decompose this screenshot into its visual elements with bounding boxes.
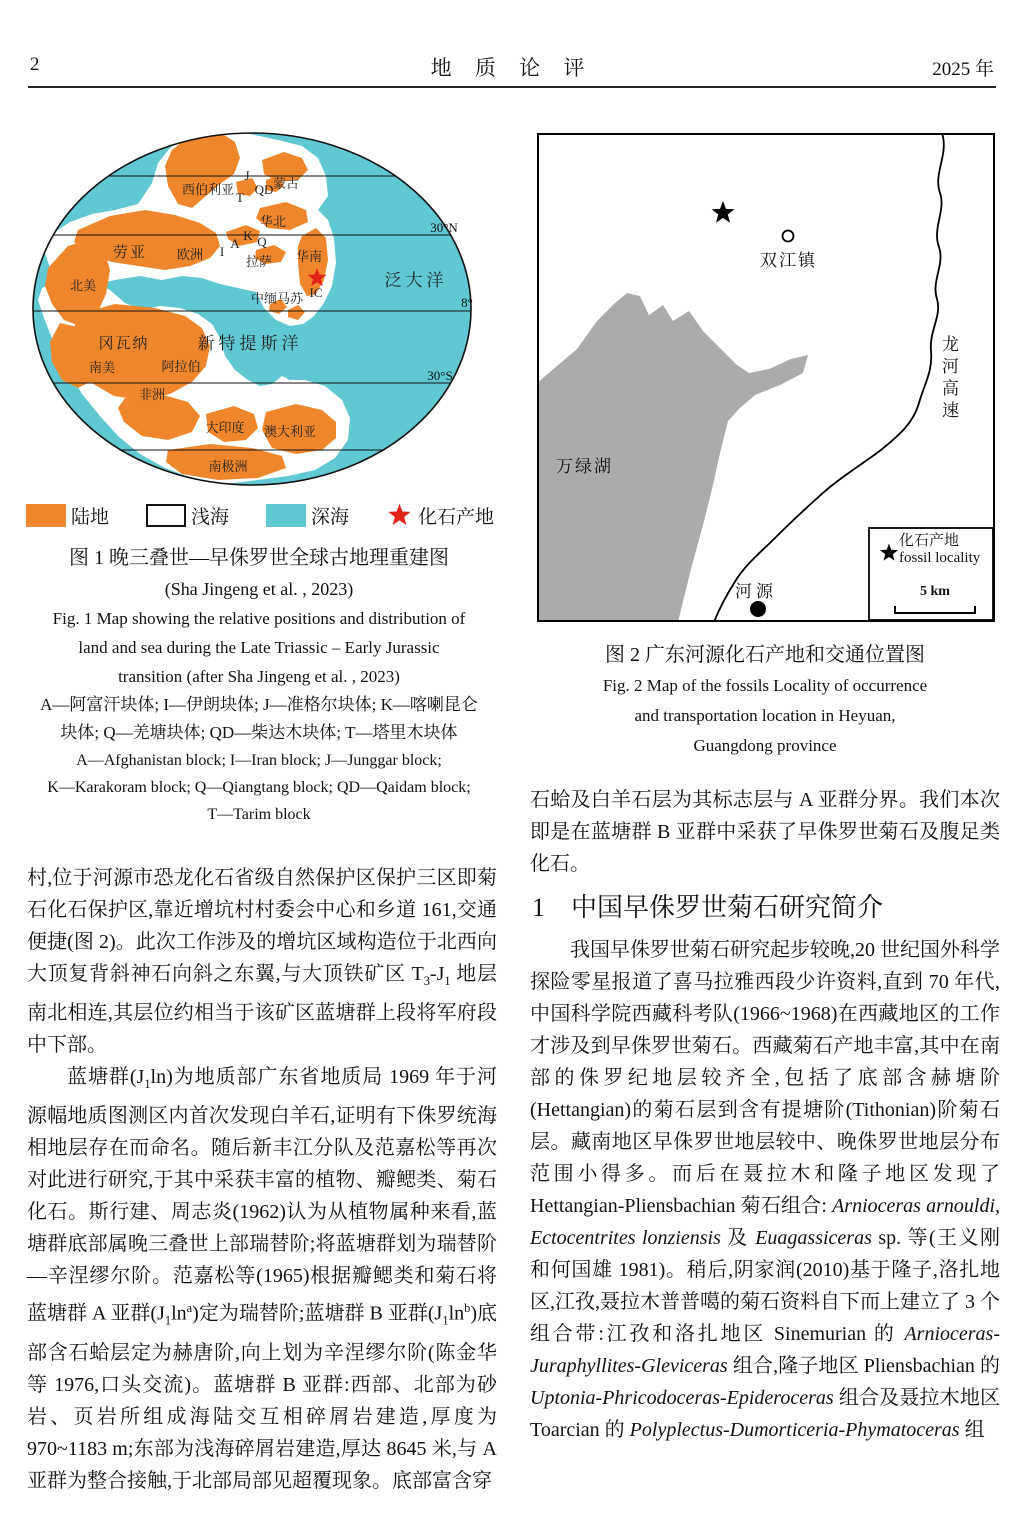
fig2-legend-cn: 化石产地: [899, 533, 960, 549]
fig2-caption-en-3: Guangdong province: [693, 736, 837, 755]
fossil-star-icon: [712, 201, 735, 223]
fig1-note-en-2: K—Karakoram block; Q—Qiangtang block; QD—Qaidam block;: [47, 779, 471, 796]
legend-item-fossil: [386, 502, 494, 529]
legend-label-deep: 深海: [310, 507, 349, 528]
map-label-south-china: 华南: [295, 249, 323, 264]
deep-sea-swatch: [266, 504, 306, 527]
fig1-caption-en-3: transition (after Sha Jingeng et al. , 2023): [118, 667, 400, 686]
land-swatch: [26, 504, 66, 527]
body-paragraph: 石蛤及白羊石层为其标志层与 A 亚群分界。我们本次即是在蓝塘群 B 亚群中采获了早侏罗世菊石及腹足类化石。: [530, 789, 1000, 875]
section-number: 1: [532, 893, 545, 922]
body-paragraph: 我国早侏罗世菊石研究起步较晚,20 世纪国外科学探险零星报道了喜马拉雅西段少许资料,直到 70 年代,中国科学院西藏科考队(1966~1968)在西藏地区的工作才涉及到早侏罗世菊石。西藏菊石产地丰富,其中在南部的侏罗纪地层较齐全,包括了底部含赫塘阶(Hettangian)的菊石层到含有提塘阶(Tithonian)阶菊石层。藏南地区早侏罗世地层较中、晚侏罗世地层分布范围小得多。而后在聂拉木和隆子地区发现了 Hettangian-Pliensbachian 菊石组合: Arnioceras arnouldi, Ectocentrites lonziensis 及 Euagassiceras sp. 等(王义刚和何国雄 1981)。稍后,阴家润(2010)基于隆子,洛扎地区,江孜,聂拉木普普噶的菊石资料自下而上建立了 3 个组合带:江孜和洛扎地区 Sinemurian 的 Arnioceras-Juraphyllites-Gleviceras 组合,隆子地区 Pliensbachian 的 Uptonia-Phricodoceras-Epideroceras 组合及聂拉木地区 Toarcian 的 Polyplectus-Dumorticeria-Phymatoceras 组: [530, 939, 1001, 1441]
body-paragraph: 村,位于河源市恐龙化石省级自然保护区保护三区即菊石化石保护区,靠近增坑村村委会中心和乡道 161,交通便捷(图 2)。此次工作涉及的增坑区域构造位于北西向大顶复背斜神石向斜之东翼,与大顶铁矿区 $T_3-J_1$ 地层南北相连,其层位约相当于该矿区蓝塘群上段将军府段中下部。: [27, 867, 498, 1056]
map-label-australia: 澳大利亚: [263, 424, 317, 439]
figure1-map: [20, 118, 485, 500]
map-label-south-america: 南美: [88, 360, 116, 375]
scale-label: 5 km: [920, 584, 950, 599]
fig1-note-en-1: A—Afghanistan block; I—Iran block; J—Junggar block;: [76, 752, 442, 769]
map-label-siberia: 西伯利亚: [181, 182, 235, 197]
town-marker: [783, 231, 794, 242]
shallow-sea-swatch: [146, 504, 186, 527]
map-label-myanmar: 中缅马苏: [250, 291, 304, 306]
map-label-lhasa: 拉萨: [245, 254, 273, 269]
section-title: 中国早侏罗世菊石研究简介: [571, 893, 884, 922]
fig2-caption-en-1: Fig. 2 Map of the fossils Locality of occurrence: [602, 676, 928, 695]
latitude-label-30s: 30°S: [427, 368, 453, 383]
fig1-note-en-3: T—Tarim block: [207, 806, 311, 823]
left-text-column: [27, 862, 497, 1497]
map-label-panthalassa: 泛大洋: [384, 271, 448, 290]
map-label-antarctica: 南极洲: [208, 459, 248, 474]
map-label-europe: 欧洲: [176, 247, 204, 262]
fig2-caption-en-2: and transportation location in Heyuan,: [634, 706, 896, 725]
header-rule: [28, 86, 996, 88]
legend-label-land: 陆地: [71, 507, 110, 528]
map-label-ic: IC: [309, 285, 323, 300]
figure2-legend-text: [899, 533, 980, 567]
right-text-column: [530, 784, 1000, 1446]
figure2-caption: [530, 640, 1000, 761]
map-label-mongolia: 蒙古: [272, 176, 300, 191]
figure1-legend: [26, 502, 494, 529]
fig2-legend-en: fossil locality: [899, 550, 981, 566]
map-label-greater-india: 大印度: [205, 420, 245, 435]
map-label-i: I: [219, 244, 225, 259]
map-label-a: A: [230, 236, 240, 251]
fig1-caption-cn: 图 1 晚三叠世—早侏罗世全球古地理重建图: [69, 547, 449, 569]
map-label-gondwana: 冈瓦纳: [98, 336, 150, 352]
map-label-q: Q: [257, 234, 267, 249]
legend-label-fossil: 化石产地: [417, 507, 494, 528]
map-label-laurasia: 劳亚: [112, 245, 148, 261]
legend-item-land: [26, 502, 109, 529]
legend-label-shallow: 浅海: [190, 507, 229, 528]
map-label-j: J: [244, 168, 250, 183]
map-label-arabia: 阿拉伯: [161, 359, 201, 374]
legend-item-shallow: [146, 502, 229, 529]
map-label-neotethys: 新特提斯洋: [197, 334, 303, 353]
legend-item-deep: [266, 502, 349, 529]
fig2-caption-cn: 图 2 广东河源化石产地和交通位置图: [605, 644, 925, 666]
figure1-caption: [20, 543, 498, 828]
city-label: 河源: [735, 582, 777, 601]
journal-year: 2025 年: [932, 59, 994, 80]
map-label-north-america: 北美: [69, 278, 97, 293]
town-label: 双江镇: [760, 251, 817, 270]
city-marker: [750, 601, 766, 617]
map-label-qd: QD: [254, 182, 274, 197]
map-label-t: T: [236, 190, 244, 205]
body-paragraph: 蓝塘群$(J_1\ln)$为地质部广东省地质局 1969 年于河源幅地质图测区内首次发现白羊石,证明有下侏罗统海相地层存在而命名。随后新丰江分队及范嘉松等再次对此进行研究,于其中采获丰富的植物、瓣鳃类、菊石化石。斯行建、周志炎(1962)认为从植物属种来看,蓝塘群底部属晚三叠世上部瑞替阶;将蓝塘群划为瑞替阶—辛涅缪尔阶。范嘉松等(1965)根据瓣鳃类和菊石将蓝塘群 A 亚群$(J_1\ln^a)$定为瑞替阶;蓝塘群 B 亚群$(J_1\ln^b)$底部含石蛤层定为赫唐阶,向上划为辛涅缪尔阶(陈金华等 1976,口头交流)。蓝塘群 B 亚群:西部、北部为砂岩、页岩所组成海陆交互相碎屑岩建造,厚度为 970~1183 m;东部为浅海碎屑岩建造,厚达 8645 米,与 A 亚群为整合接触,于北部局部见超覆现象。底部富含穿: [27, 1066, 498, 1492]
fig1-caption-source: (Sha Jingeng et al. , 2023): [164, 579, 354, 599]
map-label-north-china: 华北: [259, 214, 287, 229]
fig1-note-cn-2: 块体; Q—羌塘块体; QD—柴达木块体; T—塔里木块体: [60, 723, 458, 742]
section-heading: [532, 891, 1000, 925]
highway-label: 龙河高速: [939, 335, 958, 423]
latitude-label-30n: 30°N: [430, 220, 458, 235]
fig1-note-cn-1: A—阿富汗块体; I—伊朗块体; J—准格尔块体; K—喀喇昆仑: [40, 695, 478, 714]
page-number: 2: [30, 54, 40, 75]
red-star-icon: [386, 502, 413, 529]
journal-title: 地 质 论 评: [430, 56, 594, 80]
lake-label: 万绿湖: [556, 457, 613, 476]
map-label-africa: 非洲: [138, 387, 166, 402]
fig1-caption-en-2: land and sea during the Late Triassic – Early Jurassic: [78, 638, 440, 657]
latitude-label-8: 8°: [461, 295, 473, 310]
fig1-caption-en-1: Fig. 1 Map showing the relative positions and distribution of: [52, 609, 466, 628]
map-label-k: K: [243, 228, 253, 243]
